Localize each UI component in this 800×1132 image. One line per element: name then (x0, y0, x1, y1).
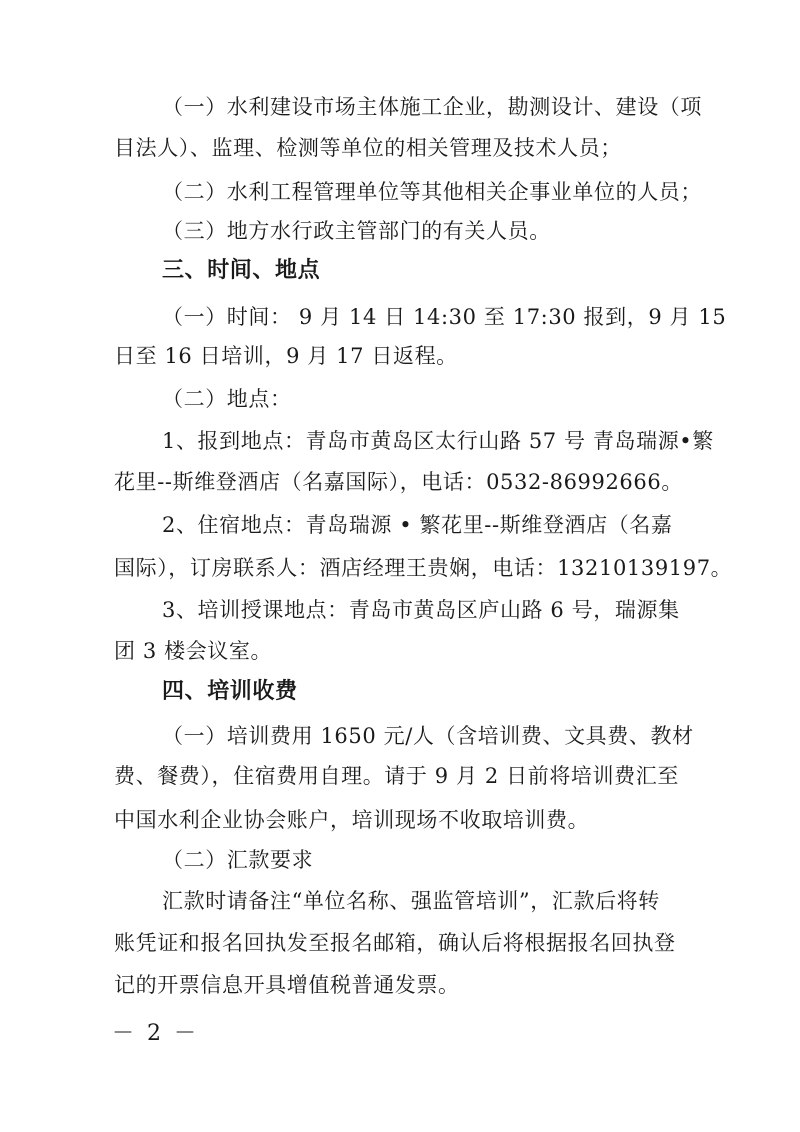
paragraph-line: 记的开票信息开具增值税普通发票。 (114, 973, 460, 997)
paragraph-line: （二）地点： (162, 387, 292, 411)
paragraph-line: （一）时间： 9 月 14 日 14:30 至 17:30 报到，9 月 15 (162, 305, 727, 329)
paragraph-line: 花里--斯维登酒店（名嘉国际），电话：0532-86992666。 (114, 470, 683, 494)
paragraph-line: （一）培训费用 1650 元/人（含培训费、文具费、教材 (162, 724, 694, 748)
section-heading: 四、培训收费 (162, 679, 298, 704)
paragraph-line: 日至 16 日培训，9 月 17 日返程。 (114, 344, 458, 368)
paragraph-line: （一）水利建设市场主体施工企业，勘测设计、建设（项 (162, 95, 702, 119)
section-heading: 三、时间、地点 (162, 258, 321, 283)
paragraph-line: （二）汇款要求 (162, 848, 314, 872)
paragraph-line: 费、餐费），住宿费用自理。请于 9 月 2 日前将培训费汇至 (114, 764, 679, 788)
paragraph-line: 账凭证和报名回执发至报名邮箱，确认后将根据报名回执登 (114, 931, 676, 955)
page-number: － 2 － (112, 1021, 199, 1046)
paragraph-line: 3、培训授课地点：青岛市黄岛区庐山路 6 号，瑞源集 (162, 598, 680, 622)
paragraph-line: 1、报到地点：青岛市黄岛区太行山路 57 号 青岛瑞源•繁 (162, 429, 714, 453)
paragraph-line: 中国水利企业协会账户，培训现场不收取培训费。 (114, 808, 590, 832)
paragraph-line: 2、住宿地点：青岛瑞源 • 繁花里--斯维登酒店（名嘉 (162, 513, 673, 537)
paragraph-line: 国际），订房联系人：酒店经理王贵娴，电话：13210139197。 (114, 556, 733, 580)
paragraph-line: 汇款时请备注“单位名称、强监管培训”，汇款后将转 (162, 889, 660, 913)
paragraph-line: 目法人）、监理、检测等单位的相关管理及技术人员； (114, 136, 622, 160)
paragraph-line: （三）地方水行政主管部门的有关人员。 (162, 219, 551, 243)
paragraph-line: （二）水利工程管理单位等其他相关企事业单位的人员； (162, 180, 702, 204)
paragraph-line: 团 3 楼会议室。 (114, 639, 273, 663)
